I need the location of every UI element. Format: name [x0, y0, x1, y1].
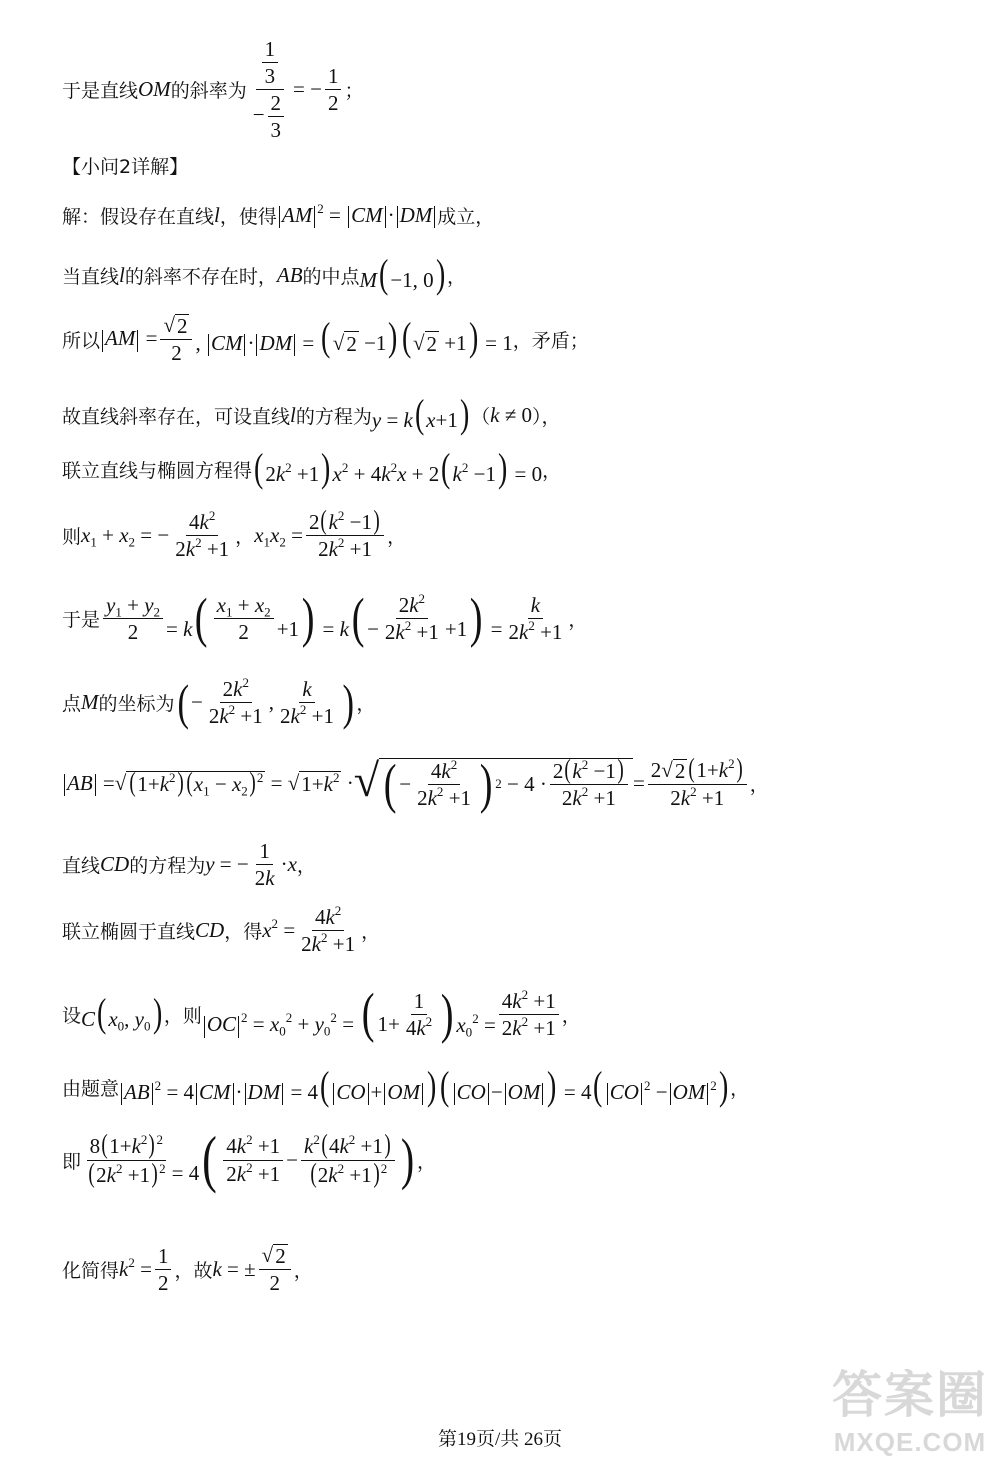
watermark-cn: 答案圈: [832, 1366, 988, 1424]
line-line-equation: 故直线斜率存在，可设直线 l 的方程为 y = k(x+1) （ k ≠ 0 ），: [62, 391, 561, 436]
line-equation-k: 即 $\frac{8(1+k^2)^2}{(2k^2 +1)^2}$ = 4( $\frac{4k^2 +1}{2k^2 +1}$ − $\frac{k^2(4k^2 +1)}{(2k^2 +1)^2}$ ) ，: [62, 1124, 436, 1194]
line-result: 化简得 $k^2$ = $\frac{1}{2}$ ，故 k = ± √ 2 2 ，: [62, 1243, 313, 1296]
line-ab-length: AB = √ $(1+k^2)(x_1 - x_2)^2$ = √ $1+k^2$ · √ ( − $\frac{4k^2}{2k^2 +1}$ ) 2 − 4 · $\frac{2(k^2 -1)}{2k^2 +1}$ = 2√ 2 $(1+k^2)$ $2k^2 +1$ ，: [62, 758, 769, 809]
section-heading: 【小问2详解】: [62, 156, 189, 178]
line-vertical-case: 当直线 l 的斜率不存在时， AB 的中点 M(−1, 0) ，: [62, 251, 466, 296]
line-oc-squared: 设 $C(x_0$, $y_0$) ，则 OC $^2 = x_0^2 + y_0^2$ = ( 1+ $\frac{1}{4k^2}$ ) $x_0^2$ = $\frac{4k^2 +1}{2k^2 +1}$ ，: [62, 982, 581, 1044]
line-condition: 由题意 AB $^2$ = 4 CM · DM = 4( CO + OM )( CO − OM ) = 4( CO $^2$ − OM $^2$) ，: [62, 1063, 750, 1108]
line-quadratic: 联立直线与椭圆方程得 $(2k^2 +1)x^2 + 4k^2x + 2(k^2 -1) = 0$ ，: [62, 445, 562, 490]
page-footer: 第19页/共 26页: [437, 1429, 563, 1450]
line-assume: 解：假设存在直线 l ，使得 AM $^2$ = CM · DM 成立，: [62, 200, 495, 228]
watermark-en: MXQE.COM: [833, 1427, 987, 1457]
line-contradiction: 所以 AM = √ 2 2 , CM · DM = (√ 2 −1)(√ 2 +1) = 1 ，矛盾；: [62, 313, 589, 366]
slope-fraction: $\frac{1}{3}$ − $\frac{2}{3}$: [250, 38, 290, 141]
line-midpoint-y: 于是 $\frac{y_1 + y_2}{2}$ = k( $\frac{x_1 + x_2}{2}$ +1) = k( − $\frac{2k^2}{2k^2 +1}$ +1) = $\frac{k}{2k^2 +1}$ ，: [62, 586, 588, 648]
line-cd-equation: 直线 CD 的方程为 y = − $\frac{1}{2k}$ ·x ，: [62, 839, 316, 891]
line-vieta: 则 $x_1 + x_2$ = − $\frac{4k^2}{2k^2 +1}$ ， $x_1x_2$ = $\frac{2(k^2 -1)}{2k^2 +1}$ ，: [62, 505, 407, 562]
watermark-logo: [832, 1355, 988, 1458]
line-om-slope: 于是直线 OM 的斜率为 $\frac{1}{3}$ − $\frac{2}{3}$ = − $\frac{1}{2}$ ；: [62, 37, 364, 143]
line-point-m: 点 M 的坐标为 ( − $\frac{2k^2}{2k^2 +1}$ , $\frac{k}{2k^2 +1}$ ) ，: [62, 674, 376, 730]
line-x-squared: 联立椭圆于直线 CD ，得 $x^2$ = $\frac{4k^2}{2k^2 +1}$ ，: [62, 902, 381, 957]
